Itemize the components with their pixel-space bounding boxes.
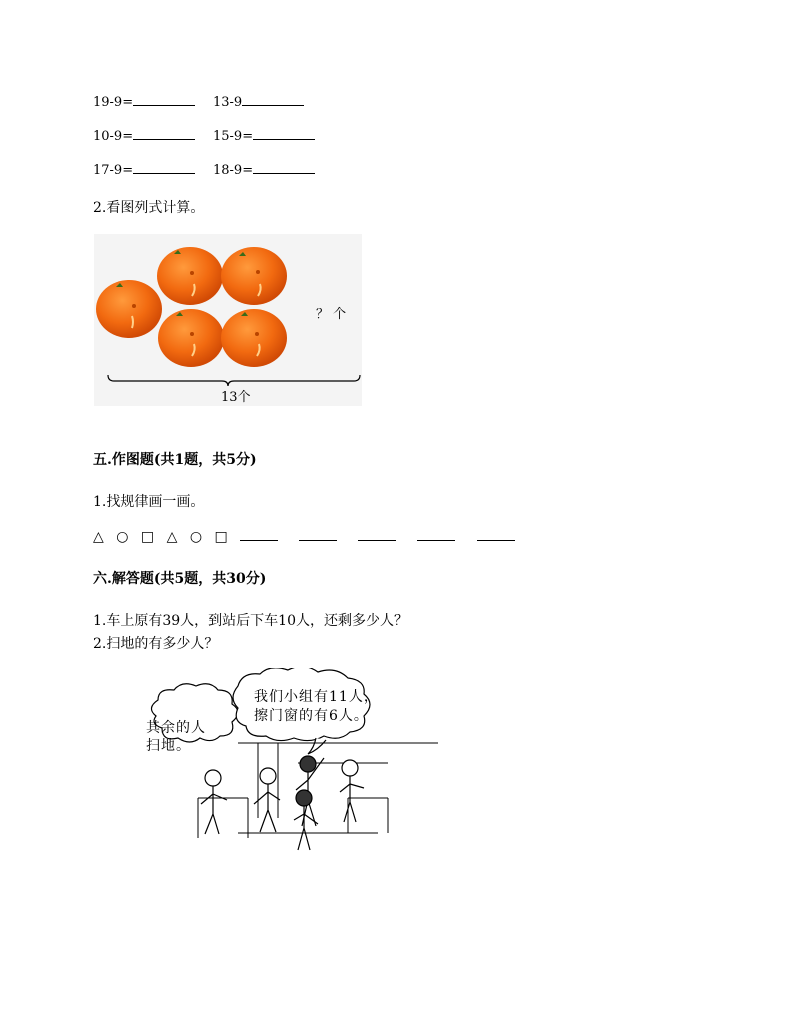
answer-blank[interactable] (477, 539, 515, 541)
orange-icon (96, 280, 162, 338)
equation-text: 18-9= (213, 163, 254, 178)
section-5-question-1: 1.找规律画一画。 (93, 494, 205, 510)
bubble-left-line: 其余的人 (146, 720, 206, 736)
circle-shape: ○ (116, 529, 133, 545)
answer-blank[interactable] (242, 104, 304, 106)
cleaning-illustration (138, 668, 438, 860)
answer-blank[interactable] (358, 539, 396, 541)
bubble-right-line: 我们小组有11人， (254, 689, 379, 705)
equation (213, 95, 304, 110)
bubble-left-text (146, 719, 206, 755)
answer-blank[interactable] (253, 172, 315, 174)
equation (93, 129, 195, 144)
answer-blank[interactable] (133, 104, 195, 106)
square-shape: □ (214, 529, 232, 545)
equation-text: 13-9 (213, 95, 243, 110)
square-shape: □ (140, 529, 159, 545)
pattern-shapes (93, 529, 240, 545)
total-count-label: 13个 (221, 390, 251, 405)
answer-blank[interactable] (133, 172, 195, 174)
answer-blank[interactable] (133, 138, 195, 140)
unknown-count-label: ？ 个 (316, 307, 347, 322)
answer-blank[interactable] (240, 539, 278, 541)
triangle-shape: △ (93, 529, 108, 545)
pattern-row (93, 526, 531, 545)
section-6-question-1: 1.车上原有39人，到站后下车10人，还剩多少人？ (93, 613, 408, 629)
answer-blank[interactable] (253, 138, 315, 140)
oranges-figure (94, 234, 362, 406)
bubble-left-line: 扫地。 (146, 738, 191, 754)
answer-blank[interactable] (299, 539, 337, 541)
triangle-shape: △ (166, 529, 182, 545)
question-2-label: 2.看图列式计算。 (93, 200, 205, 216)
orange-icon (221, 309, 287, 367)
equation (213, 129, 315, 144)
answer-blank[interactable] (417, 539, 455, 541)
section-6-title: 六.解答题(共5题，共30分) (93, 571, 267, 587)
orange-icon (221, 247, 287, 305)
orange-icon (157, 247, 223, 305)
equation (93, 95, 195, 110)
orange-icon (158, 309, 224, 367)
equation-text: 19-9= (93, 95, 134, 110)
equation-text: 15-9= (213, 129, 254, 144)
circle-shape: ○ (189, 529, 207, 545)
equation-text: 10-9= (93, 129, 134, 144)
bubble-right-line: 擦门窗的有6人。 (254, 708, 369, 724)
section-6-question-2: 2.扫地的有多少人？ (93, 636, 219, 652)
section-5-title: 五.作图题(共1题，共5分) (93, 452, 257, 468)
bubble-right-text (254, 688, 379, 726)
equation (213, 163, 315, 178)
equation (93, 163, 195, 178)
equation-text: 17-9= (93, 163, 134, 178)
children-figures (201, 756, 364, 850)
